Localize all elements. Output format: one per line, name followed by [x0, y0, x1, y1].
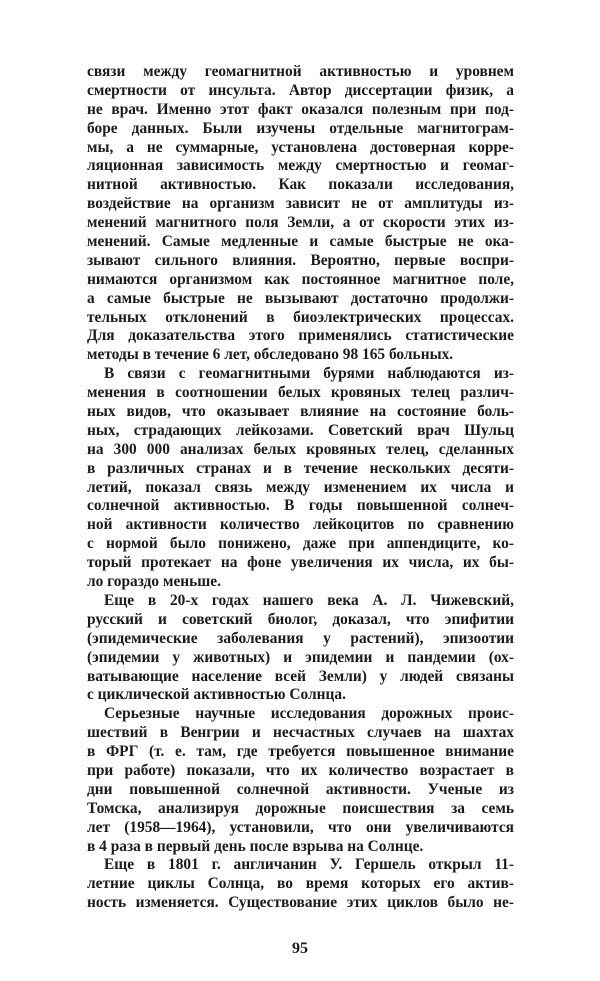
book-page-text: [87, 63, 514, 913]
text-line: ность изменяется. Существование этих циклов было не-: [87, 894, 514, 912]
text-line: с циклической активностью Солнца.: [87, 686, 346, 704]
text-line: шествий в Венгрии и несчастных случаев на шахтах: [87, 724, 514, 742]
text-line: солнечной активностью. В годы повышенной солнеч-: [87, 497, 514, 515]
text-line: ляционная зависимость между смертностью и геомаг-: [87, 157, 514, 175]
text-line: на 300 000 анализах белых кровяных телец, сделанных: [87, 440, 514, 458]
text-line: менений. Самые медленные и самые быстрые не ока-: [87, 233, 514, 251]
text-line: Еще в 1801 г. англичанин У. Гершель открыл 11-: [104, 856, 514, 874]
text-line: не врач. Именно этот факт оказался полезным при под-: [87, 100, 514, 118]
text-line: с нормой было понижено, даже при аппендиците, ко-: [87, 535, 514, 553]
text-line: в ФРГ (т. е. там, где требуется повышенное внимание: [87, 743, 514, 761]
text-line: боре данных. Были изучены отдельные магнитограм-: [87, 119, 514, 137]
text-line: ных видов, что оказывает влияние на состояние боль-: [87, 403, 514, 421]
text-line: в различных странах и в течение нескольких десяти-: [87, 459, 514, 477]
text-line: летий, показал связь между изменением их числа и: [87, 478, 514, 496]
text-line: ватывающие население всей Земли) у людей связаны: [87, 667, 514, 685]
text-line: летние циклы Солнца, во время которых его актив-: [87, 875, 514, 893]
text-line: (эпидемические заболевания у растений), эпизоотии: [87, 629, 514, 647]
text-line: (эпидемии у животных) и эпидемии и пандемии (ох-: [87, 648, 514, 666]
text-line: тельных отклонений в биоэлектрических процессах.: [87, 308, 514, 326]
text-line: лет (1958—1964), установили, что они увеличиваются: [87, 818, 514, 836]
text-line: при работе) показали, что их количество возрастает в: [87, 761, 514, 779]
text-line: нитной активностью. Как показали исследования,: [87, 176, 514, 194]
text-line: воздействие на организм зависит не от амплитуды из-: [87, 195, 514, 213]
text-line: связи между геомагнитной активностью и уровнем: [87, 63, 514, 80]
text-line: нимаются организмом как постоянное магнитное поле,: [87, 270, 514, 288]
text-line: В связи с геомагнитными бурями наблюдаются из-: [104, 365, 514, 383]
text-line: ных, страдающих лейкозами. Советский врач Шульц: [87, 421, 514, 439]
text-line: а самые быстрые не вызывают достаточно продолжи-: [87, 289, 514, 307]
text-line: менений магнитного поля Земли, а от скорости этих из-: [87, 214, 514, 232]
text-line: дни повышенной солнечной активности. Ученые из: [87, 780, 514, 798]
text-line: торый протекает на фоне увеличения их числа, их бы-: [87, 554, 514, 572]
text-line: мы, а не суммарные, установлена достоверная корре-: [87, 138, 514, 156]
text-line: зывают сильного влияния. Вероятно, первые воспри-: [87, 251, 514, 269]
text-line: Серьезные научные исследования дорожных проис-: [104, 705, 514, 723]
text-line: методы в течение 6 лет, обследовано 98 165 больных.: [87, 346, 454, 364]
text-line: смертности от инсульта. Автор диссертации физик, а: [87, 81, 514, 99]
text-line: ло гораздо меньше.: [87, 573, 221, 591]
text-line: русский и советский биолог, доказал, что эпифитии: [87, 610, 514, 628]
text-line: ной активности количество лейкоцитов по сравнению: [87, 516, 514, 534]
text-line: менения в соотношении белых кровяных телец различ-: [87, 384, 514, 402]
text-line: Томска, анализируя дорожные поисшествия за семь: [87, 799, 514, 817]
text-line: Для доказательства этого применялись статистические: [87, 327, 514, 345]
text-line: в 4 раза в первый день после взрыва на Солнце.: [87, 837, 424, 855]
page-number: 95: [292, 940, 308, 957]
text-line: Еще в 20-х годах нашего века А. Л. Чижевский,: [104, 591, 514, 609]
